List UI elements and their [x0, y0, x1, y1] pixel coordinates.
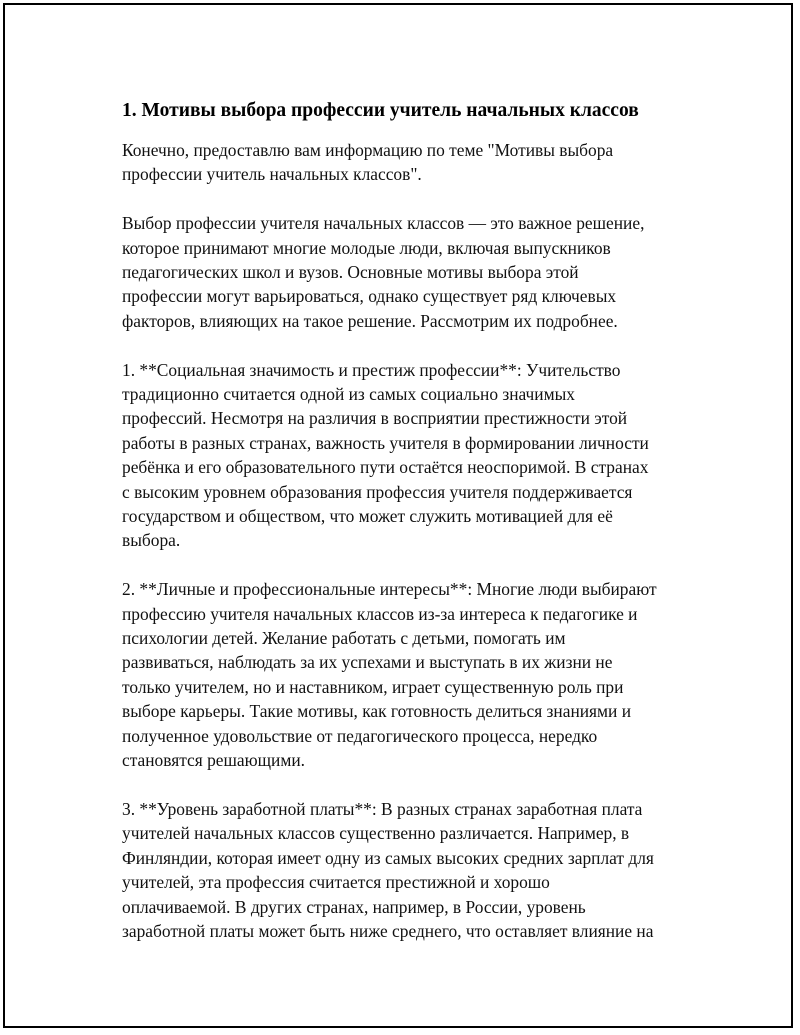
- text-line: Финляндии, которая имеет одну из самых высоких средних зарплат для: [122, 847, 654, 868]
- paragraph: [122, 577, 702, 772]
- text-line: учителей начальных классов существенно различается. Например, в: [122, 823, 630, 844]
- text-line: заработной платы может быть ниже среднего, что оставляет влияние на: [122, 920, 654, 941]
- paragraph: [122, 138, 702, 187]
- text-line: государством и обществом, что может служить мотивацией для её: [122, 506, 613, 527]
- text-line: профессий. Несмотря на различия в восприятии престижности этой: [122, 408, 628, 429]
- page-frame: [3, 3, 793, 1028]
- text-line: традиционно считается одной из самых социально значимых: [122, 384, 575, 405]
- text-line: 3. **Уровень заработной платы**: В разных странах заработная плата: [122, 798, 643, 819]
- text-line: развиваться, наблюдать за их успехами и выступать в их жизни не: [122, 652, 613, 673]
- text-line: 2. **Личные и профессиональные интересы**: Многие люди выбирают: [122, 579, 657, 600]
- paragraph: [122, 358, 702, 553]
- text-line: Конечно, предоставлю вам информацию по теме "Мотивы выбора: [122, 140, 614, 160]
- text-line: работы в разных странах, важность учителя в формировании личности: [122, 432, 649, 453]
- text-line: учителей, эта профессия считается престижной и хорошо: [122, 872, 550, 893]
- text-line: профессии учитель начальных классов".: [122, 164, 422, 185]
- text-line: психологии детей. Желание работать с детьми, помогать им: [122, 628, 566, 649]
- text-line: только учителем, но и наставником, играет существенную роль при: [122, 676, 624, 697]
- text-line: 1. **Социальная значимость и престиж профессии**: Учительство: [122, 359, 621, 380]
- text-line: факторов, влияющих на такое решение. Рассмотрим их подробнее.: [122, 310, 618, 331]
- text-line: профессию учителя начальных классов из-за интереса к педагогике и: [122, 603, 638, 624]
- text-line: ребёнка и его образовательного пути остаётся неоспоримой. В странах: [122, 457, 649, 478]
- text-line: Выбор профессии учителя начальных классов — это важное решение,: [122, 213, 645, 234]
- text-line: оплачиваемой. В других странах, например, в России, уровень: [122, 896, 586, 917]
- section-heading: 1. Мотивы выбора профессии учитель начальных классов: [122, 100, 639, 121]
- paragraph: [122, 797, 702, 943]
- text-line: выбора.: [122, 530, 181, 551]
- text-line: педагогических школ и вузов. Основные мотивы выбора этой: [122, 262, 579, 283]
- text-line: профессии могут варьироваться, однако существует ряд ключевых: [122, 286, 617, 307]
- document-body: [122, 97, 702, 968]
- text-line: с высоким уровнем образования профессия учителя поддерживается: [122, 481, 633, 502]
- paragraph-list: [122, 138, 702, 943]
- paragraph: [122, 211, 702, 333]
- text-line: полученное удовольствие от педагогического процесса, нередко: [122, 725, 598, 746]
- text-line: становятся решающими.: [122, 750, 305, 771]
- text-line: которое принимают многие молодые люди, включая выпускников: [122, 237, 611, 258]
- text-line: выборе карьеры. Такие мотивы, как готовность делиться знаниями и: [122, 701, 632, 722]
